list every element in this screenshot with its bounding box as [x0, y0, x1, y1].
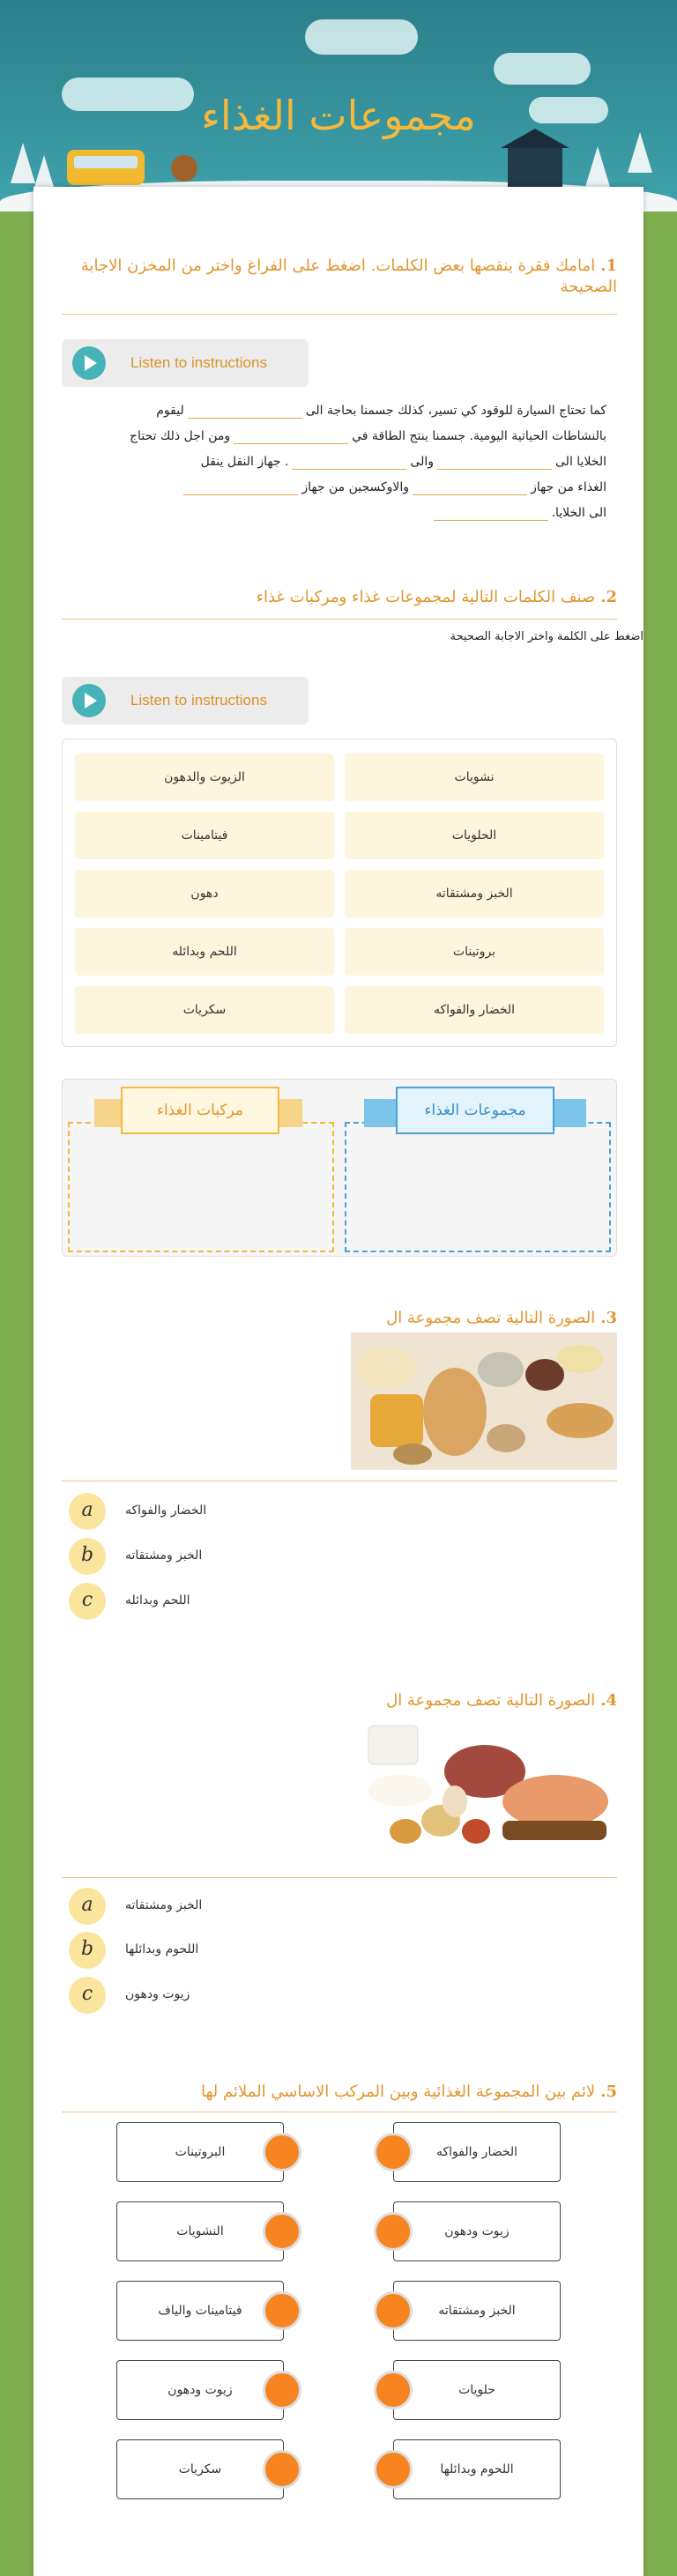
match-item-left[interactable]: البروتينات: [116, 2122, 284, 2182]
match-connector-dot[interactable]: [374, 2212, 413, 2251]
play-icon: [72, 346, 106, 380]
listen-label: Listen to instructions: [130, 354, 267, 371]
divider: [62, 314, 617, 315]
match-item-right[interactable]: الخضار والفواكه: [393, 2122, 561, 2182]
grains-bread-pasta-icon: [351, 1333, 617, 1470]
question-number: 5.: [600, 2082, 617, 2101]
match-item-left[interactable]: سكريات: [116, 2439, 284, 2499]
match-connector-dot[interactable]: [263, 2212, 301, 2251]
option-text: الخبز ومشتقاته: [125, 1548, 203, 1563]
play-icon: [72, 684, 106, 717]
option-c[interactable]: [69, 1977, 421, 2014]
draggable-word[interactable]: الخضار والفواكه: [345, 986, 604, 1034]
draggable-word[interactable]: دهون: [75, 870, 334, 917]
question-2-instruction: اضغط على الكلمة واختر الاجابة الصحيحة: [450, 630, 644, 643]
option-b[interactable]: [69, 1932, 421, 1969]
paragraph-text: الخلايا الى: [555, 455, 606, 469]
match-item-right[interactable]: اللحوم وبدائلها: [393, 2439, 561, 2499]
question-number: 1.: [600, 256, 617, 275]
zone-label-food-components: مركبات الغذاء: [121, 1087, 279, 1134]
match-connector-dot[interactable]: [263, 2291, 301, 2330]
paragraph-text: والاوكسجين من جهاز: [301, 480, 410, 494]
match-connector-dot[interactable]: [263, 2133, 301, 2171]
listen-instructions-button[interactable]: [62, 339, 309, 387]
question-text: الصورة التالية تصف مجموعة ال: [386, 1691, 596, 1710]
draggable-word[interactable]: بروتينات: [345, 928, 604, 976]
word-bank: [62, 739, 617, 1047]
draggable-word[interactable]: سكريات: [75, 986, 334, 1034]
question-number: 3.: [600, 1309, 617, 1327]
meat-dairy-legumes-photo: [353, 1717, 617, 1865]
match-connector-dot[interactable]: [263, 2450, 301, 2489]
ribbon-wing: [364, 1099, 399, 1127]
match-connector-dot[interactable]: [374, 2371, 413, 2409]
question-number: 4.: [600, 1691, 617, 1710]
draggable-word[interactable]: فيتامينات: [75, 812, 334, 859]
option-a[interactable]: [69, 1493, 421, 1530]
blank-field[interactable]: [183, 479, 298, 495]
blank-field[interactable]: [234, 428, 348, 444]
blank-field[interactable]: [292, 454, 406, 470]
meat-dairy-legumes-icon: [353, 1717, 617, 1865]
question-text: الصورة التالية تصف مجموعة ال: [386, 1309, 596, 1327]
listen-instructions-button[interactable]: [62, 677, 309, 724]
cloud-decoration: [305, 19, 418, 55]
question-5-title: [60, 2082, 617, 2103]
option-b[interactable]: [69, 1538, 421, 1575]
option-text: الخبز ومشتقاته: [125, 1898, 203, 1912]
draggable-word[interactable]: الحلويات: [345, 812, 604, 859]
question-text: لائم بين المجموعة الغذائية وبين المركب الاساسي الملائم لها: [200, 2082, 596, 2101]
header-banner: [0, 0, 677, 212]
house-icon: [508, 148, 562, 190]
option-letter: c: [69, 1977, 106, 2014]
sorting-area: [62, 1079, 617, 1257]
paragraph-text: . جهاز النقل ينقل: [200, 455, 289, 469]
question-text: صنف الكلمات التالية لمجموعات غذاء ومركبات غذاء: [256, 588, 596, 606]
option-a[interactable]: [69, 1888, 421, 1925]
option-text: زيوت ودهون: [125, 1987, 190, 2001]
draggable-word[interactable]: اللحم وبدائله: [75, 928, 334, 976]
divider: [62, 1877, 617, 1878]
paragraph-text: بالنشاطات الحياتية اليومية. جسمنا ينتج الطاقة في: [352, 429, 606, 443]
cloud-decoration: [494, 53, 591, 85]
option-text: اللحوم وبدائلها: [125, 1942, 199, 1956]
match-connector-dot[interactable]: [374, 2450, 413, 2489]
divider: [62, 619, 617, 620]
paragraph-text: ليقوم: [156, 404, 184, 418]
draggable-word[interactable]: الخبز ومشتقاته: [345, 870, 604, 917]
question-3-title: [60, 1308, 617, 1329]
zone-label-food-groups: مجموعات الغذاء: [396, 1087, 554, 1134]
ribbon-wing: [551, 1099, 586, 1127]
option-letter: c: [69, 1583, 106, 1620]
blank-field[interactable]: [434, 505, 548, 521]
drop-zone-food-components[interactable]: [68, 1122, 334, 1252]
match-item-left[interactable]: زيوت ودهون: [116, 2360, 284, 2420]
tree-decoration: [585, 146, 610, 187]
fill-in-paragraph: [60, 398, 606, 526]
match-connector-dot[interactable]: [374, 2133, 413, 2171]
reindeer-icon: [171, 155, 197, 182]
paragraph-text: الى الخلايا.: [551, 506, 606, 520]
page-title: مجموعات الغذاء: [201, 92, 476, 139]
question-2-title: [60, 587, 617, 608]
option-letter: a: [69, 1888, 106, 1925]
option-text: الخضار والفواكه: [125, 1503, 207, 1518]
paragraph-text: ومن اجل ذلك تحتاج: [129, 429, 231, 443]
blank-field[interactable]: [188, 403, 302, 419]
option-letter: b: [69, 1538, 106, 1575]
match-item-right[interactable]: الخبز ومشتقاته: [393, 2281, 561, 2341]
school-bus-icon: [67, 150, 145, 185]
match-connector-dot[interactable]: [263, 2371, 301, 2409]
question-1-title: [60, 256, 617, 298]
option-text: اللحم وبدائله: [125, 1593, 190, 1607]
option-c[interactable]: [69, 1583, 421, 1620]
option-letter: a: [69, 1493, 106, 1530]
match-item-right[interactable]: زيوت ودهون: [393, 2201, 561, 2261]
option-letter: b: [69, 1932, 106, 1969]
paragraph-text: الغذاء من جهاز: [531, 480, 606, 494]
listen-label: Listen to instructions: [130, 692, 267, 709]
blank-field[interactable]: [437, 454, 552, 470]
match-item-left[interactable]: فيتامينات والياف: [116, 2281, 284, 2341]
paragraph-text: كما تحتاج السيارة للوقود كي تسير، كذلك جسمنا بحاجة الى: [305, 404, 606, 418]
question-number: 2.: [600, 588, 617, 606]
drop-zone-food-groups[interactable]: [345, 1122, 611, 1252]
match-connector-dot[interactable]: [374, 2291, 413, 2330]
question-text: امامك فقرة ينقصها بعض الكلمات. اضغط على الفراغ واختر من المخزن الاجابة الصحيحة: [80, 256, 617, 296]
grains-bread-pasta-photo: [351, 1333, 617, 1470]
draggable-word[interactable]: الزيوت والدهون: [75, 753, 334, 801]
match-item-left[interactable]: النشويات: [116, 2201, 284, 2261]
question-4-title: [60, 1690, 617, 1711]
blank-field[interactable]: [413, 479, 527, 495]
draggable-word[interactable]: نشويات: [345, 753, 604, 801]
match-item-right[interactable]: حلويات: [393, 2360, 561, 2420]
paragraph-text: والى: [410, 455, 435, 469]
